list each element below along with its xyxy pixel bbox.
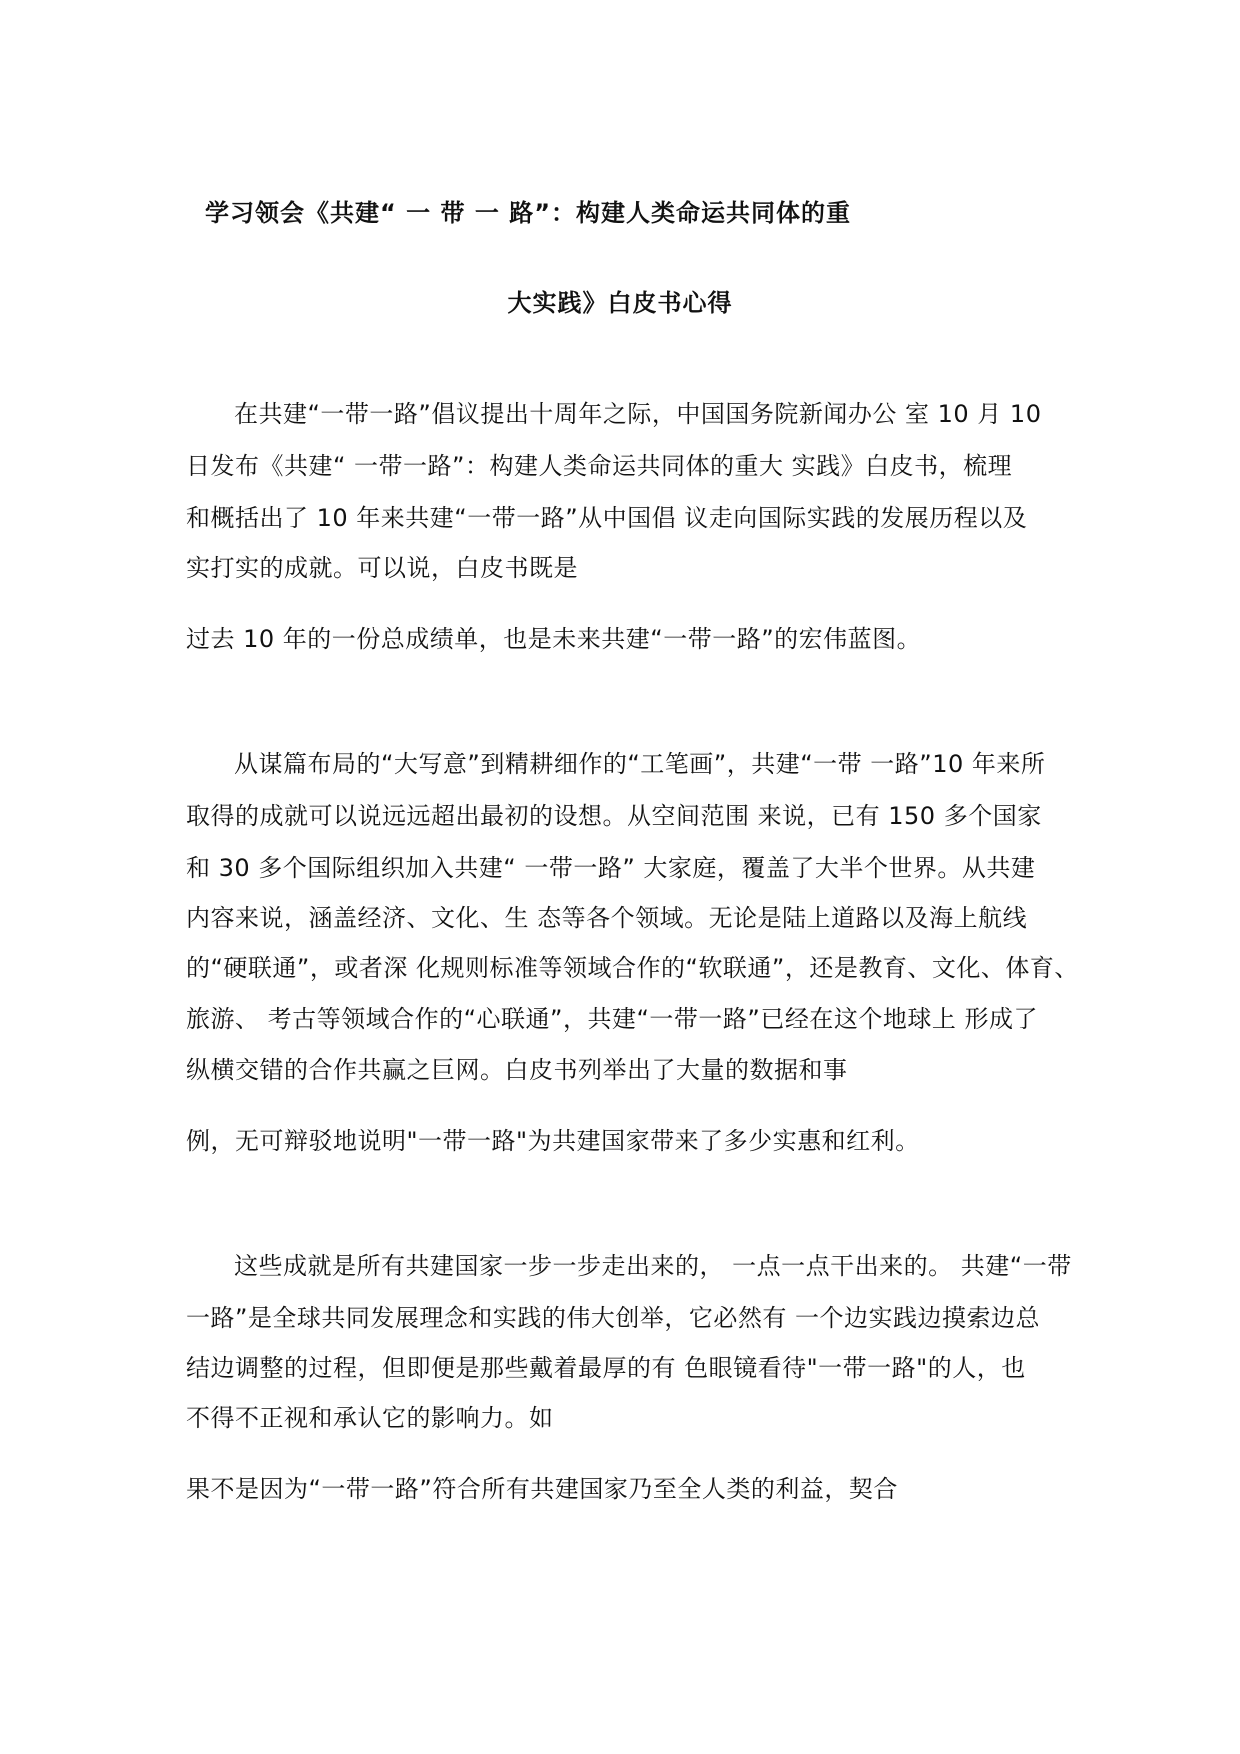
paragraph-3-line-4: 不得不正视和承认它的影响力。如: [186, 1404, 554, 1432]
paragraph-1-line-2: 日发布《共建“ 一带一路”：构建人类命运共同体的重大 实践》白皮书，梳理: [186, 452, 1013, 480]
paragraph-1-line-4: 实打实的成就。可以说，白皮书既是: [186, 554, 578, 582]
paragraph-2-line-1: 从谋篇布局的“大写意”到精耕细作的“工笔画”，共建“一带 一路”10 年来所: [234, 750, 1046, 778]
paragraph-3-line-2: 一路”是全球共同发展理念和实践的伟大创举，它必然有 一个边实践边摸索边总: [186, 1304, 1041, 1332]
paragraph-2-line-2: 取得的成就可以说远远超出最初的设想。从空间范围 来说，已有 150 多个国家: [186, 802, 1042, 830]
paragraph-3-tail: 果不是因为“一带一路”符合所有共建国家乃至全人类的利益，契合: [186, 1475, 898, 1503]
document-title-line-2: 大实践》白皮书心得: [507, 289, 733, 317]
paragraph-2-line-3: 和 30 多个国际组织加入共建“ 一带一路” 大家庭，覆盖了大半个世界。从共建: [186, 854, 1036, 882]
paragraph-1-tail: 过去 10 年的一份总成绩单，也是未来共建“一带一路”的宏伟蓝图。: [186, 625, 922, 653]
paragraph-2-line-5: 的“硬联通”，或者深 化规则标准等领域合作的“软联通”，还是教育、文化、体育、: [186, 954, 1079, 982]
paragraph-2-tail: 例，无可辩驳地说明"一带一路"为共建国家带来了多少实惠和红利。: [186, 1127, 920, 1155]
paragraph-3-line-3: 结边调整的过程，但即便是那些戴着最厚的有 色眼镜看待"一带一路"的人，也: [186, 1354, 1026, 1382]
paragraph-2-line-4: 内容来说，涵盖经济、文化、生 态等各个领域。无论是陆上道路以及海上航线: [186, 904, 1028, 932]
paragraph-1-line-1: 在共建“一带一路”倡议提出十周年之际，中国国务院新闻办公 室 10 月 10: [234, 400, 1042, 428]
paragraph-2-line-6: 旅游、 考古等领域合作的“心联通”，共建“一带一路”已经在这个地球上 形成了: [186, 1005, 1038, 1033]
document-title-line-1: 学习领会《共建“ 一 带 一 路”：构建人类命运共同体的重: [205, 199, 851, 227]
paragraph-2-line-7: 纵横交错的合作共赢之巨网。白皮书列举出了大量的数据和事: [186, 1056, 848, 1084]
paragraph-1-line-3: 和概括出了 10 年来共建“一带一路”从中国倡 议走向国际实践的发展历程以及: [186, 504, 1028, 532]
paragraph-3-line-1: 这些成就是所有共建国家一步一步走出来的， 一点一点干出来的。 共建“一带: [234, 1252, 1072, 1280]
